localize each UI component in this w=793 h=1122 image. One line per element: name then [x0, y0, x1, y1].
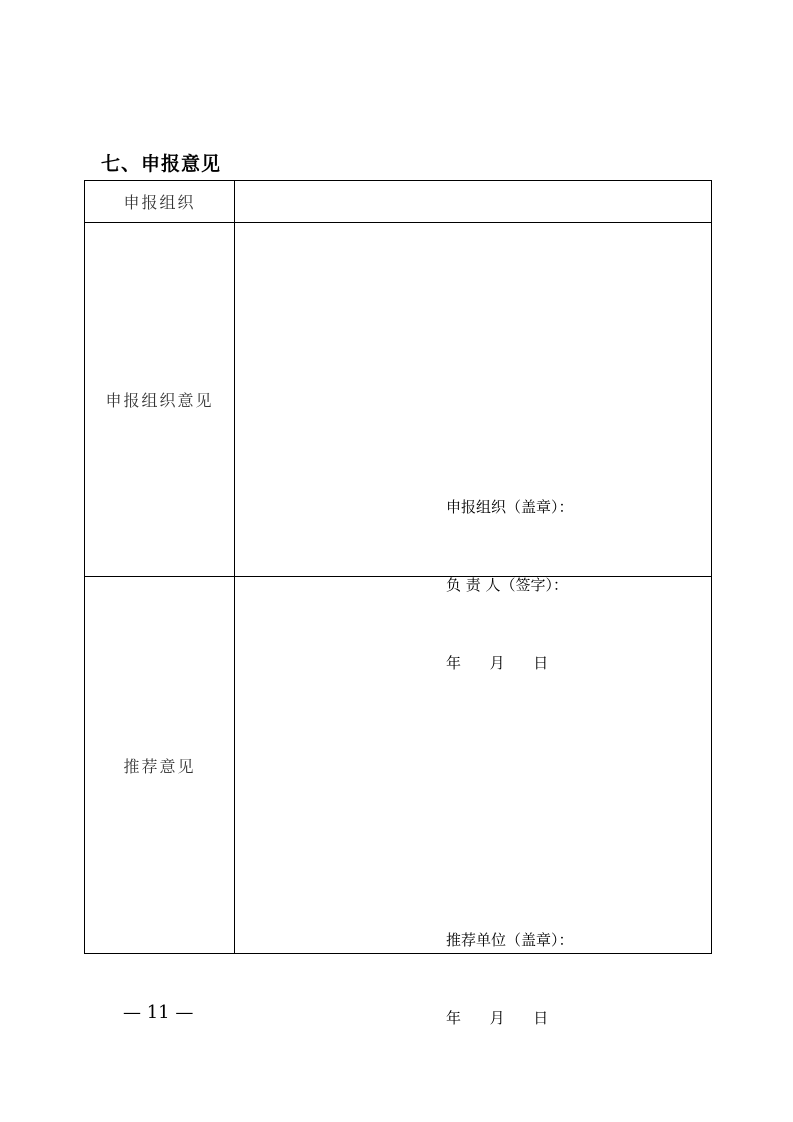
table-row-applicant-opinion	[85, 223, 712, 577]
recommender-unit-seal-line: 推荐单位（盖章）：	[446, 931, 574, 949]
page-number: — 11 —	[123, 1002, 194, 1023]
recommender-date-line: 年 月 日	[446, 1009, 549, 1027]
section-title: 七、申报意见	[101, 153, 222, 175]
applicant-opinion-field[interactable]	[235, 223, 712, 672]
applicant-opinion-label: 申报组织意见	[85, 223, 235, 577]
responsible-person-sign-line: 负 责 人（签字）：	[446, 576, 569, 594]
applicant-org-field[interactable]	[235, 181, 712, 223]
recommender-signature-block	[446, 875, 574, 1083]
table-row-recommendation	[85, 577, 712, 954]
applicant-org-label: 申报组织	[85, 181, 235, 223]
table-row-applicant-org	[85, 181, 712, 223]
applicant-date-line: 年 月 日	[446, 654, 549, 672]
applicant-org-seal-line: 申报组织（盖章）：	[446, 498, 574, 516]
recommendation-field[interactable]	[235, 577, 712, 1027]
recommendation-label: 推荐意见	[85, 577, 235, 954]
